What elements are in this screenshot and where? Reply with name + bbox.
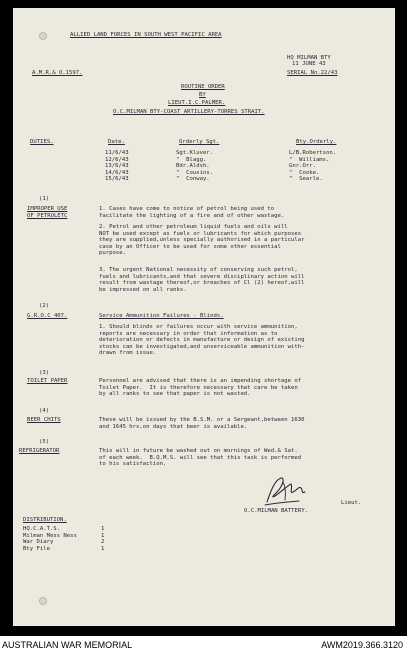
reference: A.M.R.& O.1597. <box>32 70 83 76</box>
orderly-sgt: Bdr.Aldsh. <box>176 163 210 170</box>
order-officer: LIEUT.I.C.PALMER. <box>168 100 226 106</box>
signature-rank: Lieut. <box>341 500 362 506</box>
section-number: (4) <box>39 408 50 414</box>
distribution-count: 1 <box>101 526 105 532</box>
orderly-sgt: Sgt.Kluver. <box>176 150 214 156</box>
date-column <box>105 150 129 183</box>
section-number: (1) <box>39 196 50 202</box>
hq-label: HQ MILMAN BTY <box>287 55 331 61</box>
section-number: (3) <box>39 370 50 376</box>
doc-date: 11 JUNE 43 <box>292 61 326 67</box>
orderly-sgt: " Conway. <box>176 176 210 183</box>
section-subheading: Service Ammunition Failures - Blinds. <box>99 313 224 319</box>
distribution-counts <box>101 526 104 552</box>
duty-date: 13/6/43 <box>105 163 129 170</box>
distribution-heading: DISTRIBUTION. <box>23 517 67 523</box>
section-paragraph: 1. Should blinds or failures occur with service ammunition, reports are necessary in order that information as to deterioration or defects in manufacture or design of existing stocks can be investigated,and unserviceable ammunition with- drawn from issue. <box>99 324 305 357</box>
duty-date: 15/6/43 <box>105 176 129 183</box>
section-paragraph: 2. Petrol and other petroleum liquid fuels and oils will NOT be used except as fuels or lubricants for which purposes they are supplied,unless specially authorised in a particular case by an Officer to be used for some other essential purpose. <box>99 224 305 257</box>
section-paragraph: This will in future be washed out on mornings of Wed.& Sat. of each week. B.Q.M.S. will see that this task is performed to his satisfaction. <box>99 448 302 468</box>
order-title: ROUTINE ORDER <box>181 84 225 90</box>
distribution-name: Bty File <box>23 545 50 552</box>
order-by: BY <box>199 92 206 98</box>
section-number: (2) <box>39 303 50 309</box>
orderly-sgt: " Blagg. <box>176 156 207 163</box>
bty-orderly: Gnr.Orr. <box>289 163 316 170</box>
date-heading: Date. <box>108 139 125 145</box>
bty-orderly: " Cooke. <box>289 169 320 176</box>
document-page <box>13 8 395 626</box>
section-heading: BEER CHITS <box>27 417 61 423</box>
distribution-name: War Diary <box>23 539 54 546</box>
order-unit: O.C.MILMAN BTY-COAST ARTILLERY-TORRES STRAIT. <box>113 109 265 115</box>
signature-title: O.C.MILMAN BATTERY. <box>244 508 308 514</box>
distribution-count: 2 <box>101 539 105 546</box>
serial-number: SERIAL No.22/43 <box>287 70 338 76</box>
distribution-name: HQ.C.A.T.S. <box>23 526 61 532</box>
section-paragraph: Personnel are advised that there is an impending shortage of Toilet Paper. It is therefore necessary that care be taken by all ranks to see that paper is not wasted. <box>99 378 302 398</box>
section-heading: G.R.O.C 407. <box>27 313 68 319</box>
doc-title: ALLIED LAND FORCES IN SOUTH WEST PACIFIC AREA <box>70 32 222 38</box>
distribution-names <box>23 526 77 552</box>
sgt-column <box>176 150 213 183</box>
section-paragraph: 1. Cases have come to notice of petrol being used to facilitate the lighting of a fire and of other wastage. <box>99 206 285 219</box>
duty-date: 11/6/43 <box>105 150 129 156</box>
bty-orderly: " Searle. <box>289 176 323 183</box>
section-heading: REFRIGERATOR <box>19 448 60 454</box>
orderly-sgt: " Cousins. <box>176 169 214 176</box>
bty-column <box>289 150 336 183</box>
duty-date: 12/6/43 <box>105 156 129 163</box>
distribution-count: 1 <box>101 545 105 552</box>
bty-orderly: " Williams. <box>289 156 330 163</box>
duties-heading: DUTIES. <box>30 139 54 145</box>
handwritten-signature <box>261 472 311 508</box>
distribution-count: 1 <box>101 532 105 539</box>
bty-orderly: L/B.Robertson. <box>289 150 337 156</box>
footer-institution: AUSTRALIAN WAR MEMORIAL <box>2 640 133 650</box>
section-heading: TOILET PAPER <box>27 378 68 384</box>
footer-accession: AWM2019.366.3120 <box>321 640 403 650</box>
duty-date: 14/6/43 <box>105 169 129 176</box>
sgt-heading: Orderly Sgt. <box>179 139 220 145</box>
bty-heading: Bty.Orderly. <box>296 139 337 145</box>
distribution-name: Milman Mess Ness <box>23 532 77 539</box>
section-heading: IMPROPER USE OF PETROLETC <box>27 206 68 219</box>
punch-hole <box>39 32 47 40</box>
section-paragraph: These will be issued by the B.S.M. or a Sergeant,between 1630 and 1645 hrs,on days that beer is available. <box>99 417 305 430</box>
punch-hole <box>39 597 47 605</box>
section-paragraph: 3. The urgent National necessity of conserving such petrol, fuels and lubricants,and that severe disciplinary action will result from wastage thereof,or breaches of Cl (2) hereof,will be impressed on all ranks. <box>99 267 305 293</box>
archive-footer <box>0 636 407 653</box>
section-number: (5) <box>39 439 50 445</box>
